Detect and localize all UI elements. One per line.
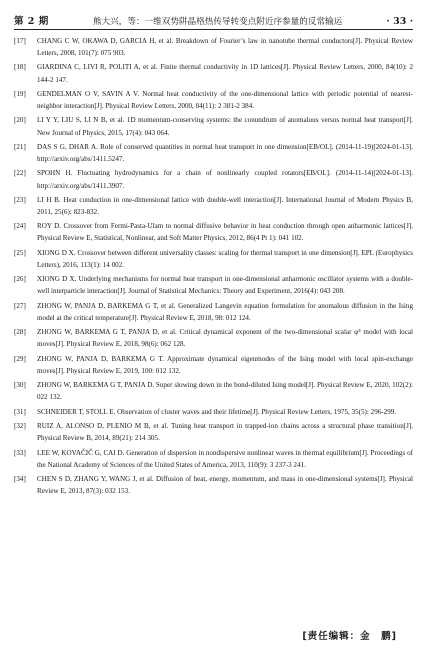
reference-text: LEE W, KOVAČIČ G, CAI D. Generation of dispersion in nondispersive nonlinear waves in thermal equilibrium[J]. Proceedings of the National Academy of Sciences of the United States of America, 2013, 110(9): 3 237-3 241. (37, 448, 413, 469)
reference-item (14, 194, 413, 218)
reference-number: [32] (14, 422, 26, 431)
reference-item (14, 141, 413, 165)
reference-number: [31] (14, 407, 26, 416)
reference-item (14, 88, 413, 112)
reference-item (14, 473, 413, 497)
reference-number: [28] (14, 328, 26, 337)
running-title: 熊大兴，等：一维双势阱晶格热传导转变点附近序参量的反常输运 (93, 17, 343, 27)
reference-text: SPOHN H. Fluctuating hydrodynamics for a chain of nonlinearly coupled rotators[EB/OL]. (2014-11-14)[2024-01-13]. http://arxiv.org/abs/1411.3907. (37, 169, 413, 190)
reference-number: [19] (14, 89, 26, 98)
page-header (14, 10, 413, 28)
reference-number: [33] (14, 448, 26, 457)
header-rule (14, 29, 413, 30)
reference-number: [21] (14, 142, 26, 151)
reference-number: [22] (14, 169, 26, 178)
reference-item (14, 114, 413, 138)
reference-text: ROY D. Crossover from Fermi-Pasta-Ulam to normal diffusive behavior in heat conduction through open anharmonic lattices[J]. Physical Review E, Statistical, Nonlinear, and Soft Matter Physics, 2012, 86(4 Pt 1): 041 102. (37, 222, 413, 243)
reference-text: SCHNEIDER T, STOLL E. Observation of cluster waves and their lifetime[J]. Physical Review Letters, 1975, 35(5): 296-299. (37, 407, 397, 416)
reference-item (14, 420, 413, 444)
reference-item (14, 406, 413, 418)
reference-item (14, 247, 413, 271)
reference-text: CHEN S D, ZHANG Y, WANG J, et al. Diffusion of heat, energy, momentum, and mass in one-dimensional systems[J]. Physical Review E, 2013, 87(3): 032 153. (37, 475, 413, 496)
reference-item (14, 61, 413, 85)
reference-number: [29] (14, 354, 26, 363)
reference-text: LI Y Y, LIU S, LI N B, et al. 1D momentum-conserving systems: the conundrum of anomalous versus normal heat transport[J]. New Journal of Physics, 2015, 17(4): 043 064. (37, 116, 413, 137)
reference-list (14, 35, 413, 500)
reference-item (14, 379, 413, 403)
reference-number: [25] (14, 248, 26, 257)
reference-number: [20] (14, 116, 26, 125)
reference-text: ZHONG W, PANJA D, BARKEMA G T. Approximate dynamical eigenmodes of the Ising model with local spin-exchange moves[J]. Physical Review E, 2019, 100: 012 132. (37, 354, 413, 375)
reference-text: LI H B. Heat conduction in one-dimensional lattice with double-well interaction[J]. International Journal of Modern Physics B, 2011, 25(6): 823-832. (37, 195, 413, 216)
reference-item (14, 35, 413, 59)
reference-item (14, 273, 413, 297)
reference-text: ZHONG W, BARKEMA G T, PANJA D. Super slowing down in the bond-diluted Ising model[J]. Physical Review E, 2020, 102(2): 022 132. (37, 381, 413, 402)
responsible-editor: [责任编辑：金 鹏] (302, 631, 397, 642)
reference-text: DAS S G, DHAR A. Role of conserved quantities in normal heat transport in one dimension[EB/OL]. (2014-11-19)[2024-01-13]. http://arxiv.org/abs/1411.5247. (37, 142, 413, 164)
reference-text: GIARDINA C, LIVI R, POLITI A, et al. Finite thermal conductivity in 1D lattices[J]. Physical Review Letters, 2000, 84(10): 2 144-2 147. (37, 63, 413, 84)
issue-number: 第 2 期 (14, 16, 49, 27)
reference-item (14, 220, 413, 244)
reference-text: ZHONG W, PANJA D, BARKEMA G T, et al. Generalized Langevin equation formulation for anomalous diffusion in the Ising model at the critical temperature[J]. Physical Review E, 2018, 98: 012 124. (37, 301, 413, 322)
reference-item (14, 167, 413, 191)
reference-number: [30] (14, 381, 26, 390)
reference-item (14, 300, 413, 324)
reference-number: [27] (14, 301, 26, 310)
reference-text: XIONG D X. Crossover between different universality classes: scaling for thermal transport in one dimension[J]. EPL (Europhysics Letters), 2016, 113(1): 14 002. (37, 248, 413, 269)
reference-text: RUIZ A, ALONSO D, PLENIO M B, et al. Tuning heat transport in trapped-ion chains across a structural phase transition[J]. Physical Review B, 2014, 89(21): 214 305. (37, 422, 413, 443)
reference-text: CHANG C W, OKAWA D, GARCIA H, et al. Breakdown of Fourier’s law in nanotube thermal conductors[J]. Physical Review Letters, 2008, 101(7): 075 903. (37, 37, 413, 58)
reference-number: [24] (14, 222, 26, 231)
reference-number: [26] (14, 275, 26, 284)
reference-text: XIONG D X. Underlying mechanisms for normal heat transport in one-dimensional anharmonic oscillator systems with a double-well interparticle interaction[J]. Journal of Statistical Mechanics: Theory and Experiment, 2016(4): 043 208. (37, 275, 413, 296)
reference-number: [34] (14, 475, 26, 484)
page-number: · 33 · (386, 16, 413, 27)
reference-number: [17] (14, 37, 26, 45)
reference-number: [18] (14, 63, 26, 72)
reference-item (14, 447, 413, 471)
reference-item (14, 353, 413, 377)
reference-text: GENDELMAN O V, SAVIN A V. Normal heat conductivity of the one-dimensional lattice with periodic potential of nearest-neighbor interaction[J]. Physical Review Letters, 2000, 84(11): 2 381-2 384. (37, 89, 413, 111)
reference-number: [23] (14, 195, 26, 204)
reference-text: ZHONG W, BARKEMA G T, PANJA D, et al. Critical dynamical exponent of the two-dimensional scalar φ⁴ model with local moves[J]. Physical Review E, 2018, 98(6): 062 128. (37, 328, 413, 349)
reference-item (14, 326, 413, 350)
